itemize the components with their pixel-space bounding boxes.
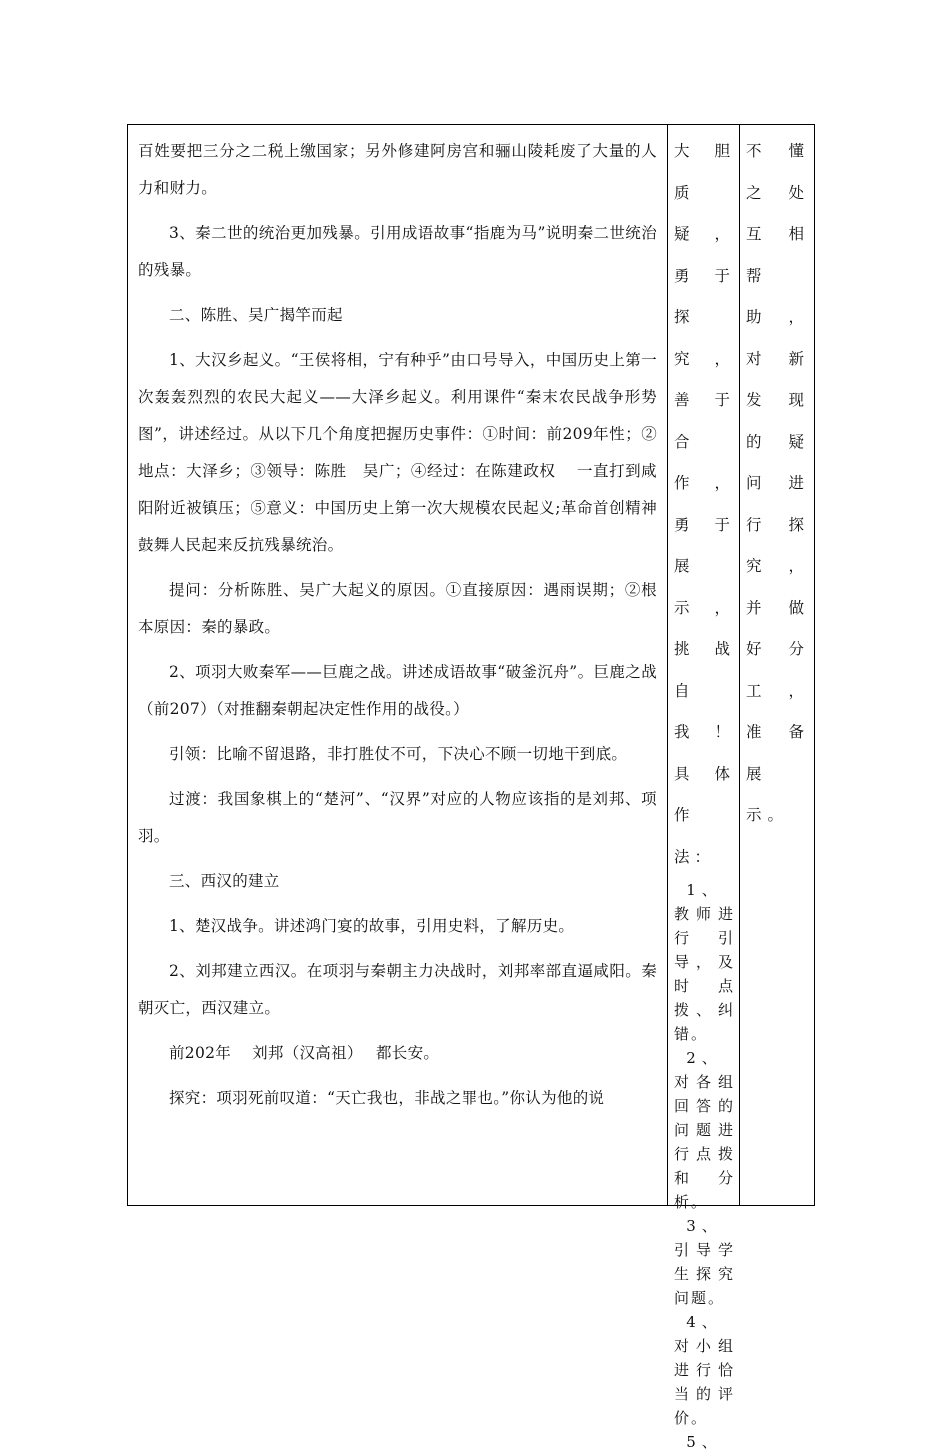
content-paragraph: 提问：分析陈胜、吴广大起义的原因。①直接原因：遇雨误期；②根本原因：秦的暴政。 <box>138 581 657 636</box>
guidance-item-text: 对小组进行恰当的评价。 <box>674 1337 735 1427</box>
guidance-item-text: 对各组回答的问题进行点拨和分析。 <box>674 1073 735 1211</box>
content-paragraph: 1、楚汉战争。讲述鸿门宴的故事，引用史料，了解历史。 <box>169 917 575 935</box>
guidance-item-number: 2、 <box>686 1049 723 1067</box>
guidance-item <box>674 878 735 1046</box>
section-heading: 三、西汉的建立 <box>169 872 280 890</box>
lesson-table <box>127 124 815 1451</box>
content-paragraph: 前202年 刘邦（汉高祖） 都长安。 <box>169 1044 440 1062</box>
content-paragraph: 过渡：我国象棋上的“楚河”、“汉界”对应的人物应该指的是刘邦、项羽。 <box>138 790 657 845</box>
guidance-item-number: 4、 <box>686 1313 723 1331</box>
content-paragraph: 2、刘邦建立西汉。在项羽与秦朝主力决战时，刘邦率部直逼咸阳。秦朝灭亡，西汉建立。 <box>138 962 657 1017</box>
guidance-item <box>674 1430 735 1454</box>
guidance-intro: 大胆质疑，勇于探究，善于合作，勇于展示，挑战自我！具体作法： <box>674 142 735 866</box>
guidance-item <box>674 1310 735 1430</box>
content-paragraph: 1、大汉乡起义。“王侯将相，宁有种乎”由口号导入，中国历史上第一次轰轰烈烈的农民大起义——大泽乡起义。利用课件“秦末农民战争形势图”，讲述经过。从以下几个角度把握历史事件：①时间：前209年性；②地点：大泽乡；③领导：陈胜 吴广；④经过：在陈建政权 一直打到咸阳附近被镇压；⑤意义：中国历史上第一次大规模农民起义;革命首创精神鼓舞人民起来反抗残暴统治。 <box>138 351 657 554</box>
guidance-item-text: 引导学生探究问题。 <box>674 1241 735 1307</box>
student-activity-text: 不懂之处互相帮助，对新发现的疑问进行探究，并做好分工，准备展示。 <box>746 142 810 824</box>
guidance-item-number: 3、 <box>686 1217 723 1235</box>
teacher-guidance-column <box>668 125 740 1451</box>
guidance-item-text: 教师进行引导，及时点拨、纠错。 <box>674 905 735 1043</box>
teaching-content-column <box>128 125 668 1205</box>
guidance-item-number: 5、 <box>686 1433 723 1451</box>
content-paragraph: 探究：项羽死前叹道：“天亡我也，非战之罪也。”你认为他的说 <box>169 1089 605 1107</box>
content-paragraph: 2、项羽大败秦军——巨鹿之战。讲述成语故事“破釜沉舟”。巨鹿之战（前207）（对推翻秦朝起决定性作用的战役。） <box>138 663 657 718</box>
guidance-item <box>674 1214 735 1310</box>
content-paragraph: 引领：比喻不留退路，非打胜仗不可，下决心不顾一切地干到底。 <box>169 745 628 763</box>
section-heading: 二、陈胜、吴广揭竿而起 <box>169 306 343 324</box>
student-activity-column <box>740 125 814 1205</box>
guidance-item <box>674 1046 735 1214</box>
guidance-item-number: 1、 <box>686 881 723 899</box>
content-paragraph: 百姓要把三分之二税上缴国家；另外修建阿房宫和骊山陵耗废了大量的人力和财力。 <box>138 142 657 197</box>
content-paragraph: 3、秦二世的统治更加残暴。引用成语故事“指鹿为马”说明秦二世统治的残暴。 <box>138 224 657 279</box>
